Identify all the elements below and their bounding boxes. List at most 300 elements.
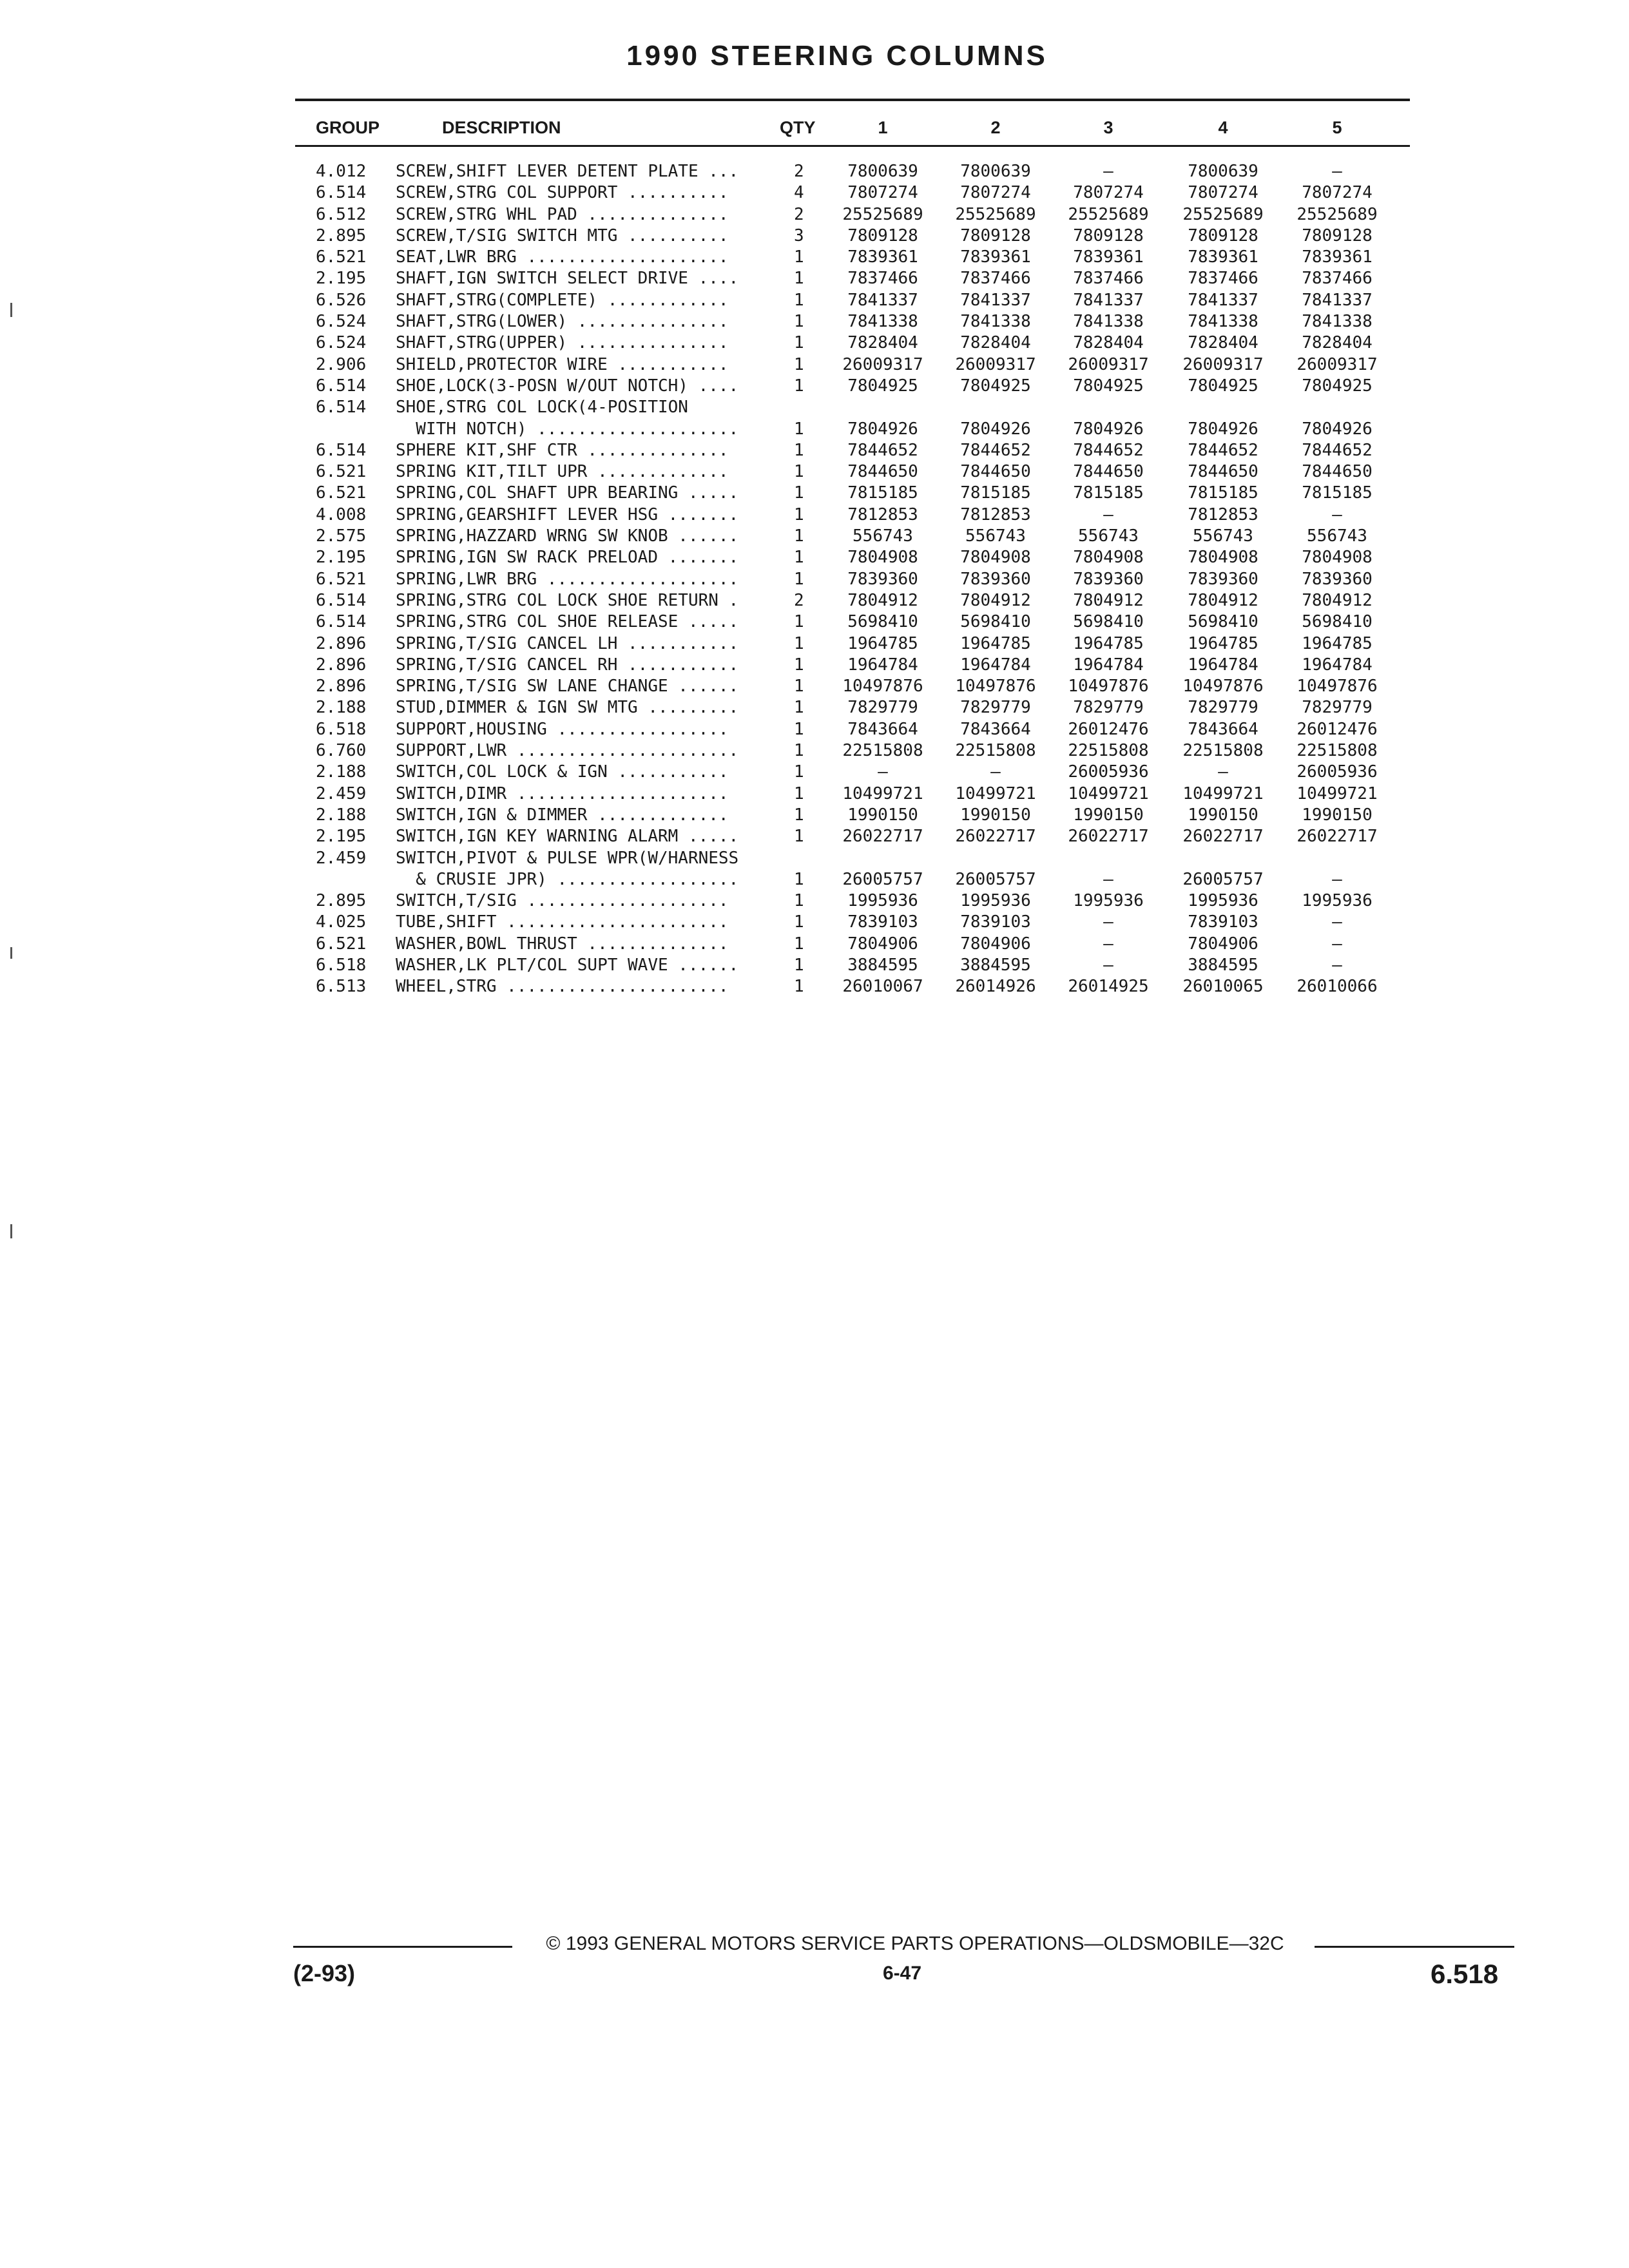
row-qty: 1 — [794, 354, 804, 374]
table-row — [0, 955, 1629, 976]
row-part-col-5: 7844652 — [1302, 440, 1373, 460]
row-part-col-2: 26005757 — [955, 869, 1036, 889]
row-group: 6.521 — [316, 934, 367, 954]
table-row — [0, 762, 1629, 783]
row-part-col-3: 7815185 — [1073, 483, 1144, 503]
row-part-col-4: 7844650 — [1188, 462, 1258, 482]
row-description: SHAFT,STRG(UPPER) ............... — [396, 333, 739, 353]
footer-copyright: © 1993 GENERAL MOTORS SERVICE PARTS OPERATIONS—OLDSMOBILE—32C — [546, 1933, 1284, 1954]
row-group: 4.012 — [316, 162, 367, 181]
row-part-col-2: 1995936 — [960, 891, 1031, 911]
row-qty: 1 — [794, 655, 804, 675]
row-description: SUPPORT,LWR ...................... — [396, 741, 749, 761]
header-col-5: 5 — [1332, 118, 1342, 137]
row-group: 6.524 — [316, 312, 367, 332]
row-part-col-1: 26005757 — [842, 869, 923, 889]
row-qty: 1 — [794, 440, 804, 460]
row-description: SWITCH,IGN KEY WARNING ALARM ..... — [396, 827, 749, 847]
row-part-col-3: 7844650 — [1073, 462, 1144, 482]
row-qty: 2 — [794, 590, 804, 610]
row-part-col-5: 7841337 — [1302, 290, 1373, 310]
row-qty: 1 — [794, 483, 804, 503]
table-row — [0, 376, 1629, 397]
table-row — [0, 547, 1629, 568]
row-part-col-3: 25525689 — [1068, 204, 1149, 224]
row-part-col-3: 7804926 — [1073, 419, 1144, 439]
row-part-col-5: 10497876 — [1296, 677, 1378, 697]
row-part-col-1: 7809128 — [847, 226, 918, 245]
header-col-3: 3 — [1103, 118, 1113, 137]
row-group: 2.459 — [316, 783, 367, 803]
row-part-col-2: 1964784 — [960, 655, 1031, 675]
row-part-col-3: 1990150 — [1073, 805, 1144, 825]
row-description: SHIELD,PROTECTOR WIRE ........... — [396, 354, 739, 374]
row-part-col-4: 10497876 — [1182, 677, 1264, 697]
row-part-col-2: 7828404 — [960, 333, 1031, 353]
row-description: SHOE,STRG COL LOCK(4-POSITION — [396, 398, 688, 418]
row-qty: 1 — [794, 827, 804, 847]
row-part-col-1: 5698410 — [847, 612, 918, 632]
row-qty: 1 — [794, 677, 804, 697]
row-part-col-4: 10499721 — [1182, 783, 1264, 803]
row-group: 2.906 — [316, 354, 367, 374]
row-group: 6.760 — [316, 741, 367, 761]
row-part-col-3: 1995936 — [1073, 891, 1144, 911]
row-part-col-3: — — [1103, 912, 1113, 932]
row-part-col-5: 7809128 — [1302, 226, 1373, 245]
table-row — [0, 182, 1629, 204]
row-group: 6.521 — [316, 569, 367, 589]
row-part-col-5: 7815185 — [1302, 483, 1373, 503]
table-row — [0, 290, 1629, 311]
row-qty: 1 — [794, 869, 804, 889]
row-part-col-5: 7844650 — [1302, 462, 1373, 482]
row-part-col-2: 7829779 — [960, 698, 1031, 718]
binding-mark — [10, 303, 12, 317]
row-part-col-3: 7844652 — [1073, 440, 1144, 460]
table-row — [0, 890, 1629, 912]
footer-rule-right — [1315, 1946, 1514, 1948]
row-part-col-2: 7804908 — [960, 548, 1031, 568]
page-title: 1990 STEERING COLUMNS — [626, 40, 1048, 72]
row-part-col-4: 26022717 — [1182, 827, 1264, 847]
row-part-col-5: 26005936 — [1296, 762, 1378, 782]
row-part-col-5: — — [1332, 934, 1342, 954]
table-row — [0, 611, 1629, 633]
row-part-col-4: 556743 — [1193, 526, 1253, 546]
row-description: TUBE,SHIFT ...................... — [396, 912, 739, 932]
row-description: SPHERE KIT,SHF CTR .............. — [396, 440, 739, 460]
table-row — [0, 419, 1629, 440]
row-qty: 1 — [794, 934, 804, 954]
row-part-col-3: — — [1103, 934, 1113, 954]
binding-mark — [10, 1224, 12, 1238]
row-part-col-2: 1964785 — [960, 633, 1031, 653]
row-part-col-5: 26010066 — [1296, 977, 1378, 997]
row-part-col-2: 7841337 — [960, 290, 1031, 310]
row-description: SHAFT,STRG(LOWER) ............... — [396, 312, 739, 332]
row-part-col-4: 7804906 — [1188, 934, 1258, 954]
row-part-col-1: 7804925 — [847, 376, 918, 396]
row-part-col-4: 7804908 — [1188, 548, 1258, 568]
table-row — [0, 633, 1629, 655]
table-row — [0, 912, 1629, 933]
row-part-col-3: — — [1103, 955, 1113, 975]
row-part-col-4: 7841338 — [1188, 312, 1258, 332]
table-row — [0, 268, 1629, 289]
row-qty: 1 — [794, 376, 804, 396]
table-row — [0, 397, 1629, 418]
row-part-col-5: 7837466 — [1302, 269, 1373, 289]
row-part-col-5: 7841338 — [1302, 312, 1373, 332]
row-description: SPRING,T/SIG CANCEL RH ........... — [396, 655, 749, 675]
row-part-col-5: 1995936 — [1302, 891, 1373, 911]
row-part-col-1: 26009317 — [842, 354, 923, 374]
table-row — [0, 483, 1629, 504]
row-part-col-1: 1995936 — [847, 891, 918, 911]
row-group: 2.896 — [316, 655, 367, 675]
row-part-col-1: 1964784 — [847, 655, 918, 675]
row-part-col-4: 1964784 — [1188, 655, 1258, 675]
row-part-col-5: 1964784 — [1302, 655, 1373, 675]
row-part-col-3: — — [1103, 869, 1113, 889]
row-qty: 2 — [794, 162, 804, 181]
row-part-col-5: 7804926 — [1302, 419, 1373, 439]
row-group: 2.896 — [316, 633, 367, 653]
row-part-col-5: 10499721 — [1296, 783, 1378, 803]
row-qty: 1 — [794, 783, 804, 803]
row-part-col-1: — — [878, 762, 888, 782]
row-group: 2.195 — [316, 827, 367, 847]
row-part-col-3: 10497876 — [1068, 677, 1149, 697]
header-col-4: 4 — [1218, 118, 1228, 137]
row-part-col-2: — — [990, 762, 1001, 782]
row-part-col-4: 22515808 — [1182, 741, 1264, 761]
row-qty: 3 — [794, 226, 804, 245]
row-qty: 1 — [794, 612, 804, 632]
row-part-col-4: 7829779 — [1188, 698, 1258, 718]
row-part-col-3: 26012476 — [1068, 719, 1149, 739]
footer-page-number: 6-47 — [882, 1963, 922, 1984]
row-qty: 1 — [794, 762, 804, 782]
row-group: 6.514 — [316, 183, 367, 203]
row-description: STUD,DIMMER & IGN SW MTG ......... — [396, 698, 749, 718]
row-part-col-2: 7800639 — [960, 162, 1031, 181]
row-part-col-1: 7839360 — [847, 569, 918, 589]
row-part-col-5: 26022717 — [1296, 827, 1378, 847]
row-part-col-4: 7812853 — [1188, 505, 1258, 524]
row-part-col-2: 7839360 — [960, 569, 1031, 589]
row-part-col-5: 7804925 — [1302, 376, 1373, 396]
row-part-col-5: 7828404 — [1302, 333, 1373, 353]
row-part-col-3: 26009317 — [1068, 354, 1149, 374]
row-part-col-3: 7807274 — [1073, 183, 1144, 203]
row-part-col-5: 26009317 — [1296, 354, 1378, 374]
row-part-col-1: 7839103 — [847, 912, 918, 932]
row-part-col-4: 25525689 — [1182, 204, 1264, 224]
row-qty: 1 — [794, 290, 804, 310]
row-part-col-4: 7839103 — [1188, 912, 1258, 932]
row-part-col-4: 26010065 — [1182, 977, 1264, 997]
row-part-col-3: 7804908 — [1073, 548, 1144, 568]
table-row — [0, 161, 1629, 182]
row-part-col-5: — — [1332, 912, 1342, 932]
row-group: 6.513 — [316, 977, 367, 997]
row-part-col-1: 3884595 — [847, 955, 918, 975]
row-part-col-5: 5698410 — [1302, 612, 1373, 632]
row-part-col-3: 5698410 — [1073, 612, 1144, 632]
row-part-col-4: 1990150 — [1188, 805, 1258, 825]
row-part-col-1: 7829779 — [847, 698, 918, 718]
row-part-col-5: — — [1332, 505, 1342, 524]
table-row — [0, 676, 1629, 697]
header-rule — [295, 145, 1410, 147]
row-part-col-1: 10497876 — [842, 677, 923, 697]
row-part-col-5: 556743 — [1307, 526, 1367, 546]
row-part-col-1: 556743 — [853, 526, 913, 546]
row-description: SPRING,T/SIG SW LANE CHANGE ...... — [396, 677, 749, 697]
top-rule — [295, 99, 1410, 101]
row-description: SPRING,IGN SW RACK PRELOAD ....... — [396, 548, 749, 568]
row-description: SPRING,STRG COL SHOE RELEASE ..... — [396, 612, 749, 632]
row-part-col-4: 7828404 — [1188, 333, 1258, 353]
row-description: SHOE,LOCK(3-POSN W/OUT NOTCH) .... — [396, 376, 749, 396]
row-group: 6.514 — [316, 398, 367, 418]
row-qty: 1 — [794, 462, 804, 482]
row-group: 4.025 — [316, 912, 367, 932]
row-group: 4.008 — [316, 505, 367, 524]
row-part-col-4: 7804912 — [1188, 590, 1258, 610]
row-description: SPRING,HAZZARD WRNG SW KNOB ...... — [396, 526, 749, 546]
row-description: SUPPORT,HOUSING ................. — [396, 719, 739, 739]
row-group: 6.518 — [316, 719, 367, 739]
row-part-col-1: 7807274 — [847, 183, 918, 203]
row-part-col-2: 7804906 — [960, 934, 1031, 954]
row-part-col-2: 7804912 — [960, 590, 1031, 610]
row-part-col-2: 7812853 — [960, 505, 1031, 524]
row-description: WITH NOTCH) .................... — [396, 419, 749, 439]
row-group: 6.512 — [316, 204, 367, 224]
row-part-col-4: 7809128 — [1188, 226, 1258, 245]
row-qty: 1 — [794, 719, 804, 739]
row-group: 6.526 — [316, 290, 367, 310]
row-group: 2.195 — [316, 548, 367, 568]
row-part-col-2: 26022717 — [955, 827, 1036, 847]
row-part-col-1: 7841337 — [847, 290, 918, 310]
row-part-col-2: 7804925 — [960, 376, 1031, 396]
row-part-col-2: 10499721 — [955, 783, 1036, 803]
table-row — [0, 526, 1629, 547]
row-description: SWITCH,PIVOT & PULSE WPR(W/HARNESS — [396, 848, 739, 868]
table-row — [0, 719, 1629, 740]
row-description: SEAT,LWR BRG .................... — [396, 247, 739, 267]
row-qty: 1 — [794, 633, 804, 653]
row-part-col-4: 1964785 — [1188, 633, 1258, 653]
row-part-col-1: 7839361 — [847, 247, 918, 267]
row-qty: 2 — [794, 204, 804, 224]
row-part-col-2: 7837466 — [960, 269, 1031, 289]
row-group: 6.524 — [316, 333, 367, 353]
row-description: SWITCH,DIMR ..................... — [396, 783, 739, 803]
row-part-col-2: 7804926 — [960, 419, 1031, 439]
table-row — [0, 805, 1629, 826]
row-part-col-5: — — [1332, 869, 1342, 889]
table-row — [0, 247, 1629, 268]
row-part-col-5: 26012476 — [1296, 719, 1378, 739]
table-row — [0, 934, 1629, 955]
row-part-col-2: 10497876 — [955, 677, 1036, 697]
row-qty: 1 — [794, 741, 804, 761]
row-part-col-5: 1964785 — [1302, 633, 1373, 653]
row-description: WHEEL,STRG ...................... — [396, 977, 739, 997]
row-part-col-3: 556743 — [1078, 526, 1139, 546]
table-row — [0, 354, 1629, 376]
row-qty: 1 — [794, 526, 804, 546]
row-part-col-3: — — [1103, 505, 1113, 524]
row-qty: 1 — [794, 698, 804, 718]
row-part-col-5: — — [1332, 955, 1342, 975]
row-part-col-3: 7841337 — [1073, 290, 1144, 310]
row-qty: 1 — [794, 505, 804, 524]
row-part-col-4: 7844652 — [1188, 440, 1258, 460]
row-part-col-3: 7839361 — [1073, 247, 1144, 267]
row-part-col-2: 26014926 — [955, 977, 1036, 997]
row-qty: 1 — [794, 247, 804, 267]
row-group: 2.895 — [316, 891, 367, 911]
row-description: SCREW,STRG COL SUPPORT .......... — [396, 183, 739, 203]
row-qty: 1 — [794, 912, 804, 932]
row-part-col-1: 22515808 — [842, 741, 923, 761]
row-part-col-1: 1990150 — [847, 805, 918, 825]
footer-section-number: 6.518 — [1431, 1959, 1499, 1989]
row-part-col-2: 7839361 — [960, 247, 1031, 267]
binding-mark — [10, 947, 12, 959]
row-description: SCREW,SHIFT LEVER DETENT PLATE ... — [396, 162, 749, 181]
row-group: 6.521 — [316, 462, 367, 482]
row-description: SPRING,STRG COL LOCK SHOE RETURN . — [396, 590, 749, 610]
header-description: DESCRIPTION — [442, 118, 561, 137]
row-qty: 1 — [794, 548, 804, 568]
row-group: 6.514 — [316, 440, 367, 460]
row-description: SPRING KIT,TILT UPR ............. — [396, 462, 739, 482]
row-part-col-1: 7804908 — [847, 548, 918, 568]
header-qty: QTY — [780, 118, 816, 137]
table-row — [0, 783, 1629, 805]
row-part-col-4: 5698410 — [1188, 612, 1258, 632]
row-part-col-5: 1990150 — [1302, 805, 1373, 825]
row-part-col-3: 7809128 — [1073, 226, 1144, 245]
row-part-col-1: 7844650 — [847, 462, 918, 482]
parts-table — [0, 161, 1629, 998]
row-description: SHAFT,IGN SWITCH SELECT DRIVE .... — [396, 269, 749, 289]
table-row — [0, 869, 1629, 890]
row-group: 2.896 — [316, 677, 367, 697]
row-part-col-4: 7804926 — [1188, 419, 1258, 439]
table-row — [0, 826, 1629, 847]
row-group: 6.514 — [316, 376, 367, 396]
row-group: 6.514 — [316, 612, 367, 632]
row-part-col-2: 3884595 — [960, 955, 1031, 975]
row-part-col-3: 1964784 — [1073, 655, 1144, 675]
row-part-col-1: 26010067 — [842, 977, 923, 997]
row-part-col-3: 7804925 — [1073, 376, 1144, 396]
row-description: SHAFT,STRG(COMPLETE) ............ — [396, 290, 739, 310]
table-row — [0, 569, 1629, 590]
row-part-col-5: — — [1332, 162, 1342, 181]
row-part-col-4: 26009317 — [1182, 354, 1264, 374]
row-part-col-1: 26022717 — [842, 827, 923, 847]
row-description: SCREW,STRG WHL PAD .............. — [396, 204, 739, 224]
row-qty: 1 — [794, 977, 804, 997]
row-part-col-3: 7837466 — [1073, 269, 1144, 289]
table-row — [0, 440, 1629, 461]
row-part-col-2: 556743 — [965, 526, 1026, 546]
row-part-col-1: 7844652 — [847, 440, 918, 460]
row-description: SPRING,T/SIG CANCEL LH ........... — [396, 633, 749, 653]
row-description: SPRING,LWR BRG ................... — [396, 569, 749, 589]
row-part-col-2: 25525689 — [955, 204, 1036, 224]
row-qty: 1 — [794, 269, 804, 289]
row-qty: 1 — [794, 333, 804, 353]
row-part-col-3: 7828404 — [1073, 333, 1144, 353]
row-part-col-1: 7812853 — [847, 505, 918, 524]
row-part-col-2: 7807274 — [960, 183, 1031, 203]
row-group: 2.459 — [316, 848, 367, 868]
row-group: 2.188 — [316, 805, 367, 825]
row-part-col-1: 7804926 — [847, 419, 918, 439]
row-part-col-1: 7815185 — [847, 483, 918, 503]
row-qty: 1 — [794, 891, 804, 911]
row-group: 6.521 — [316, 483, 367, 503]
row-part-col-5: 7807274 — [1302, 183, 1373, 203]
row-part-col-5: 7804912 — [1302, 590, 1373, 610]
row-part-col-5: 22515808 — [1296, 741, 1378, 761]
row-description: SWITCH,T/SIG .................... — [396, 891, 739, 911]
row-part-col-1: 7804912 — [847, 590, 918, 610]
row-part-col-3: 1964785 — [1073, 633, 1144, 653]
row-qty: 4 — [794, 183, 804, 203]
row-part-col-2: 7843664 — [960, 719, 1031, 739]
row-part-col-3: 10499721 — [1068, 783, 1149, 803]
row-group: 6.514 — [316, 590, 367, 610]
row-qty: 1 — [794, 569, 804, 589]
row-part-col-2: 7809128 — [960, 226, 1031, 245]
row-part-col-1: 10499721 — [842, 783, 923, 803]
row-part-col-4: 1995936 — [1188, 891, 1258, 911]
table-row — [0, 226, 1629, 247]
row-part-col-2: 7844650 — [960, 462, 1031, 482]
row-part-col-4: 3884595 — [1188, 955, 1258, 975]
row-qty: 1 — [794, 955, 804, 975]
row-description: SPRING,GEARSHIFT LEVER HSG ....... — [396, 505, 749, 524]
row-group: 2.575 — [316, 526, 367, 546]
row-part-col-4: 7843664 — [1188, 719, 1258, 739]
row-part-col-1: 7800639 — [847, 162, 918, 181]
row-description: & CRUSIE JPR) .................. — [396, 869, 749, 889]
row-part-col-4: — — [1218, 762, 1228, 782]
row-part-col-3: — — [1103, 162, 1113, 181]
row-part-col-2: 7815185 — [960, 483, 1031, 503]
row-part-col-5: 7839360 — [1302, 569, 1373, 589]
row-part-col-2: 26009317 — [955, 354, 1036, 374]
row-part-col-3: 26022717 — [1068, 827, 1149, 847]
row-part-col-2: 1990150 — [960, 805, 1031, 825]
row-qty: 1 — [794, 419, 804, 439]
row-qty: 1 — [794, 805, 804, 825]
table-row — [0, 590, 1629, 611]
row-part-col-1: 1964785 — [847, 633, 918, 653]
row-part-col-2: 7839103 — [960, 912, 1031, 932]
